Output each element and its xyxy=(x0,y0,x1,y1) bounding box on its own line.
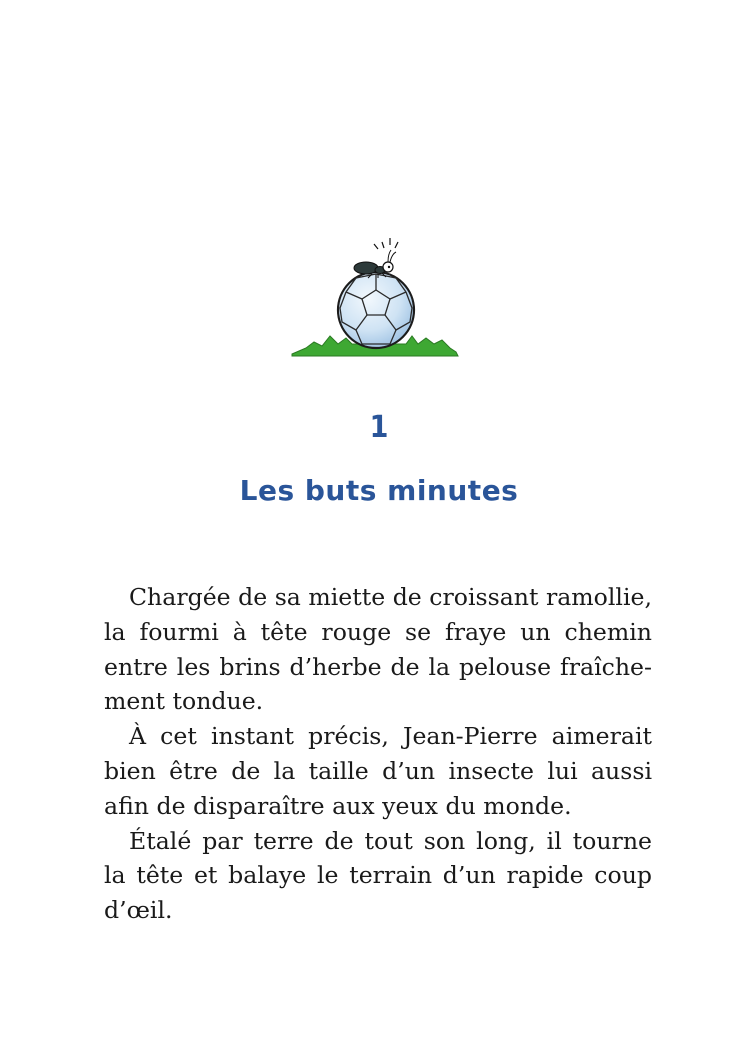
paragraph-3 xyxy=(104,824,652,928)
text-line: bien être de la taille d’un insecte lui aussi xyxy=(104,756,652,785)
chapter-number: 1 xyxy=(369,410,389,445)
paragraph-2 xyxy=(104,719,652,823)
text-line: À cet instant précis, Jean-Pierre aimerait xyxy=(129,722,652,751)
paragraph-1 xyxy=(104,580,652,719)
chapter-body xyxy=(104,580,652,928)
ant-icon xyxy=(354,238,398,278)
text-line: afin de disparaître aux yeux du monde. xyxy=(104,791,572,820)
chapter-title: Les buts minutes xyxy=(239,474,519,507)
text-line: d’œil. xyxy=(104,896,173,925)
text-line: la tête et balaye le terrain d’un rapide coup xyxy=(104,861,652,890)
soccer-ball-ant-illustration xyxy=(286,232,462,360)
text-line: ment tondue. xyxy=(104,687,264,716)
text-line: entre les brins d’herbe de la pelouse fraîche- xyxy=(104,652,652,681)
text-line: Chargée de sa miette de croissant ramollie, xyxy=(129,583,652,611)
text-line: Étalé par terre de tout son long, il tourne xyxy=(129,826,652,855)
text-line: la fourmi à tête rouge se fraye un chemin xyxy=(104,617,652,646)
